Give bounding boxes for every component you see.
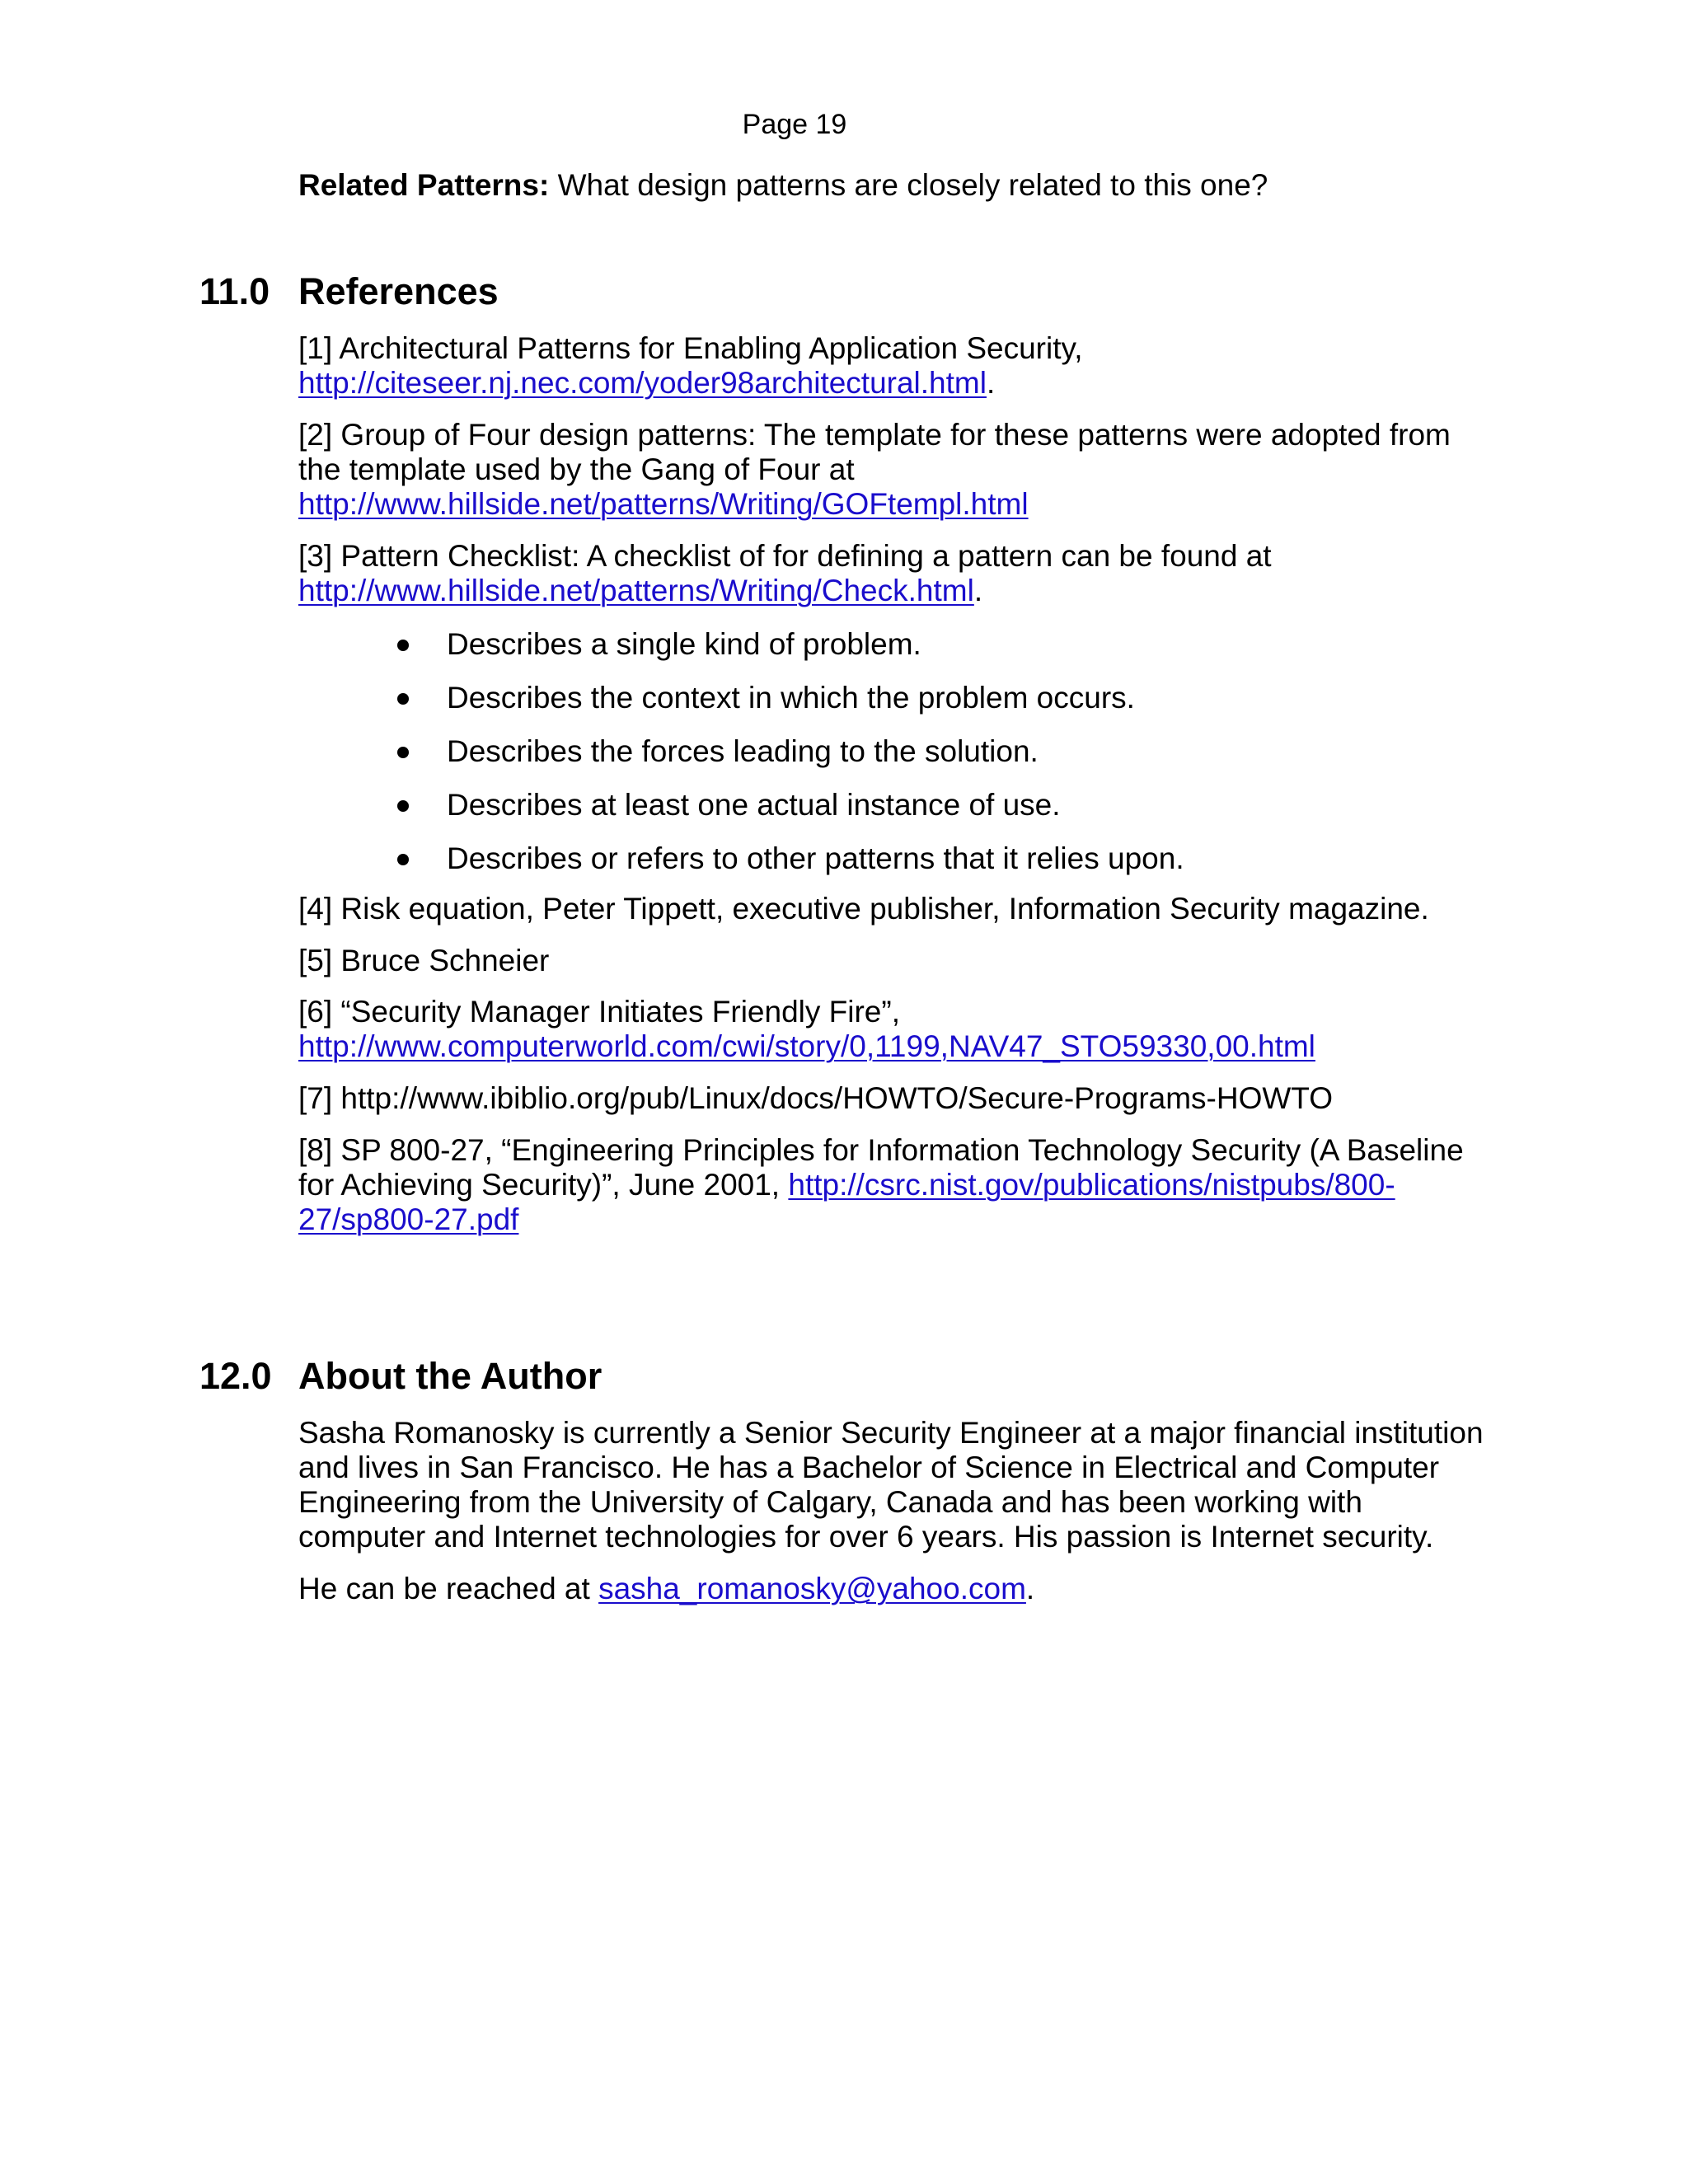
reference-8-link[interactable]: http://csrc.nist.gov/publications/nistpubs/800- (788, 1168, 1395, 1202)
author-bio (298, 1416, 1502, 1554)
reference-6-text: [6] “Security Manager Initiates Friendly Fire”, (298, 995, 900, 1029)
author-section-number: 12.0 (199, 1355, 272, 1397)
reference-1-text: [1] Architectural Patterns for Enabling Application Security, (298, 331, 1083, 365)
reference-2-text-line2: the template used by the Gang of Four at (298, 452, 855, 486)
reference-1-link[interactable]: http://citeseer.nj.nec.com/yoder98architectural.html (298, 366, 987, 400)
checklist-item-text: Describes or refers to other patterns that it relies upon. (447, 841, 1184, 875)
reference-8 (298, 1133, 1502, 1237)
bullet-icon (397, 693, 409, 705)
reference-4: [4] Risk equation, Peter Tippett, executive publisher, Information Security magazine. (298, 892, 1429, 926)
reference-8-link-continued[interactable]: 27/sp800-27.pdf (298, 1202, 519, 1236)
checklist-item-text: Describes at least one actual instance of use. (447, 788, 1061, 822)
author-contact-prefix: He can be reached at (298, 1572, 599, 1605)
reference-2-link[interactable]: http://www.hillside.net/patterns/Writing/GOFtempl.html (298, 487, 1029, 521)
list-item (397, 788, 1502, 841)
reference-3-period: . (973, 574, 983, 607)
checklist-item-text: Describes a single kind of problem. (447, 627, 921, 661)
related-patterns-text: What design patterns are closely related to this one? (549, 168, 1268, 202)
list-item (397, 681, 1502, 734)
related-patterns-label: Related Patterns: (298, 168, 550, 202)
reference-2-text-line1: [2] Group of Four design patterns: The template for these patterns were adopted from (298, 418, 1451, 452)
reference-3-text: [3] Pattern Checklist: A checklist of for defining a pattern can be found at (298, 539, 1272, 573)
checklist-item-text: Describes the forces leading to the solution. (447, 734, 1039, 768)
author-bio-line: computer and Internet technologies for over 6 years. His passion is Internet security. (298, 1520, 1434, 1554)
author-bio-line: Sasha Romanosky is currently a Senior Security Engineer at a major financial institution (298, 1416, 1484, 1450)
related-patterns-paragraph (298, 168, 1502, 203)
author-bio-line: and lives in San Francisco. He has a Bachelor of Science in Electrical and Computer (298, 1451, 1440, 1484)
list-item (397, 627, 1502, 681)
reference-7: [7] http://www.ibiblio.org/pub/Linux/docs/HOWTO/Secure-Programs-HOWTO (298, 1081, 1334, 1115)
pattern-checklist (397, 627, 1502, 895)
reference-8-text-line1: [8] SP 800-27, “Engineering Principles for Information Technology Security (A Baseline (298, 1133, 1464, 1167)
author-contact-suffix: . (1025, 1572, 1035, 1605)
author-email-link[interactable]: sasha_romanosky@yahoo.com (598, 1572, 1026, 1605)
reference-8-text-line2: for Achieving Security)”, June 2001, (298, 1168, 789, 1202)
reference-1-period: . (986, 366, 996, 400)
list-item (397, 841, 1502, 895)
list-item (397, 734, 1502, 788)
bullet-icon (397, 800, 409, 812)
author-bio-line: Engineering from the University of Calgary, Canada and has been working with (298, 1485, 1362, 1519)
references-section-number: 11.0 (199, 270, 270, 312)
references-heading: References (298, 270, 499, 312)
reference-3 (298, 539, 1502, 608)
author-heading: About the Author (298, 1355, 603, 1397)
bullet-icon (397, 640, 409, 651)
bullet-icon (397, 747, 409, 758)
reference-6-link[interactable]: http://www.computerworld.com/cwi/story/0,1199,NAV47_STO59330,00.html (298, 1029, 1315, 1063)
author-contact (298, 1572, 1502, 1606)
bullet-icon (397, 854, 409, 865)
reference-2 (298, 418, 1502, 522)
reference-3-link[interactable]: http://www.hillside.net/patterns/Writing/Check.html (298, 574, 974, 607)
reference-6 (298, 995, 1502, 1064)
checklist-item-text: Describes the context in which the problem occurs. (447, 681, 1135, 715)
reference-1 (298, 331, 1502, 401)
reference-5: [5] Bruce Schneier (298, 944, 550, 977)
page-number: Page 19 (742, 109, 847, 140)
